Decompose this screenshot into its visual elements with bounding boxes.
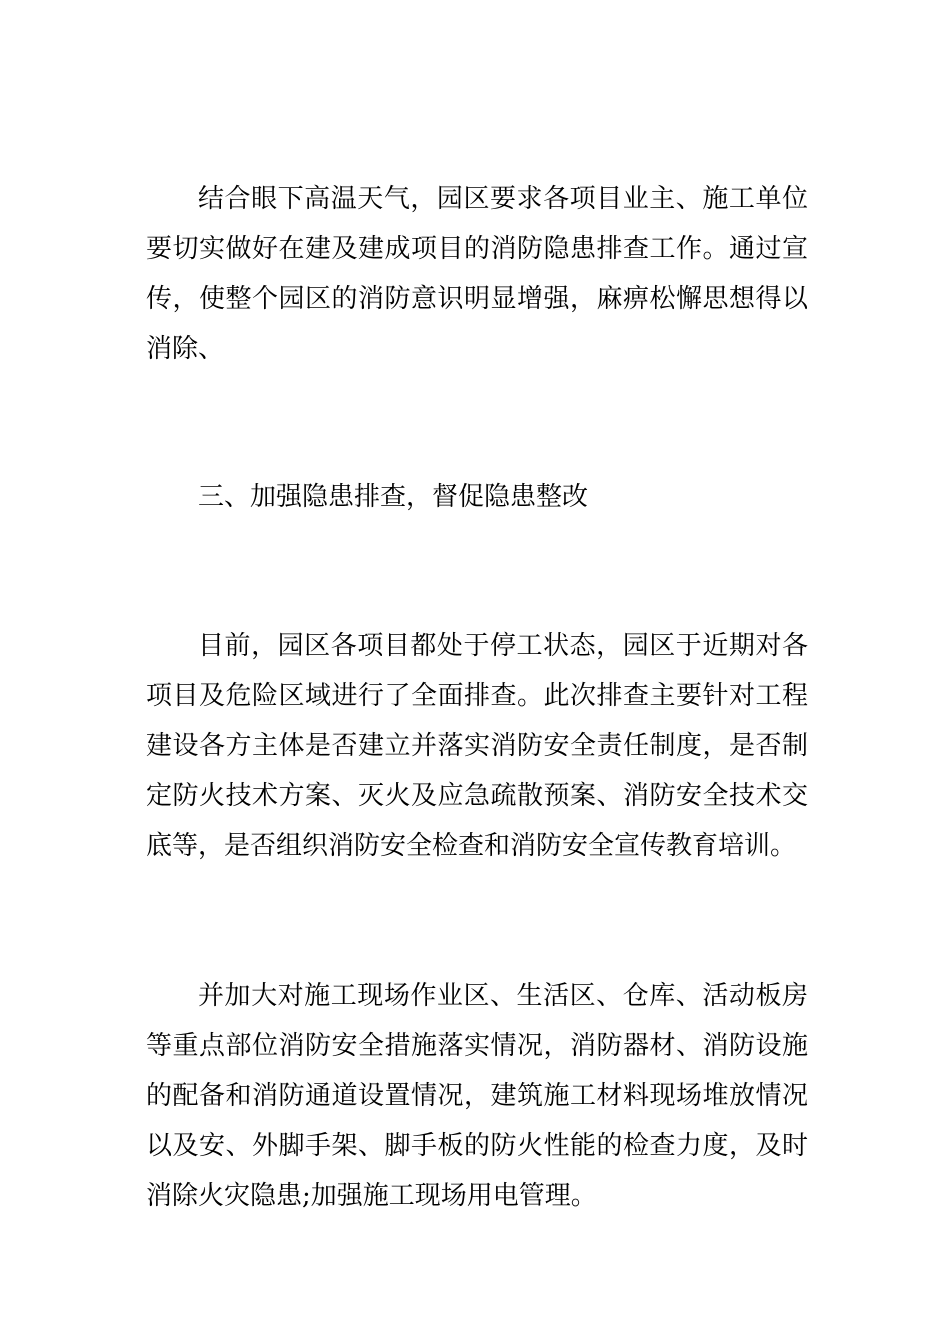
paragraph-1: 结合眼下高温天气，园区要求各项目业主、施工单位要切实做好在建及建成项目的消防隐患排查工作。通过宣传，使整个园区的消防意识明显增强，麻痹松懈思想得以消除、: [146, 184, 808, 364]
paragraph-3: 并加大对施工现场作业区、生活区、仓库、活动板房等重点部位消防安全措施落实情况，消防器材、消防设施的配备和消防通道设置情况，建筑施工材料现场堆放情况以及安、外脚手架、脚手板的防火性能的检查力度，及时消除火灾隐患;加强施工现场用电管理。: [146, 981, 808, 1211]
paragraph-2: 目前，园区各项目都处于停工状态，园区于近期对各项目及危险区域进行了全面排查。此次排查主要针对工程建设各方主体是否建立并落实消防安全责任制度，是否制定防火技术方案、灭火及应急疏散预案、消防安全技术交底等，是否组织消防安全检查和消防安全宣传教育培训。: [146, 631, 808, 861]
section-heading: 三、加强隐患排查，督促隐患整改: [198, 482, 589, 512]
